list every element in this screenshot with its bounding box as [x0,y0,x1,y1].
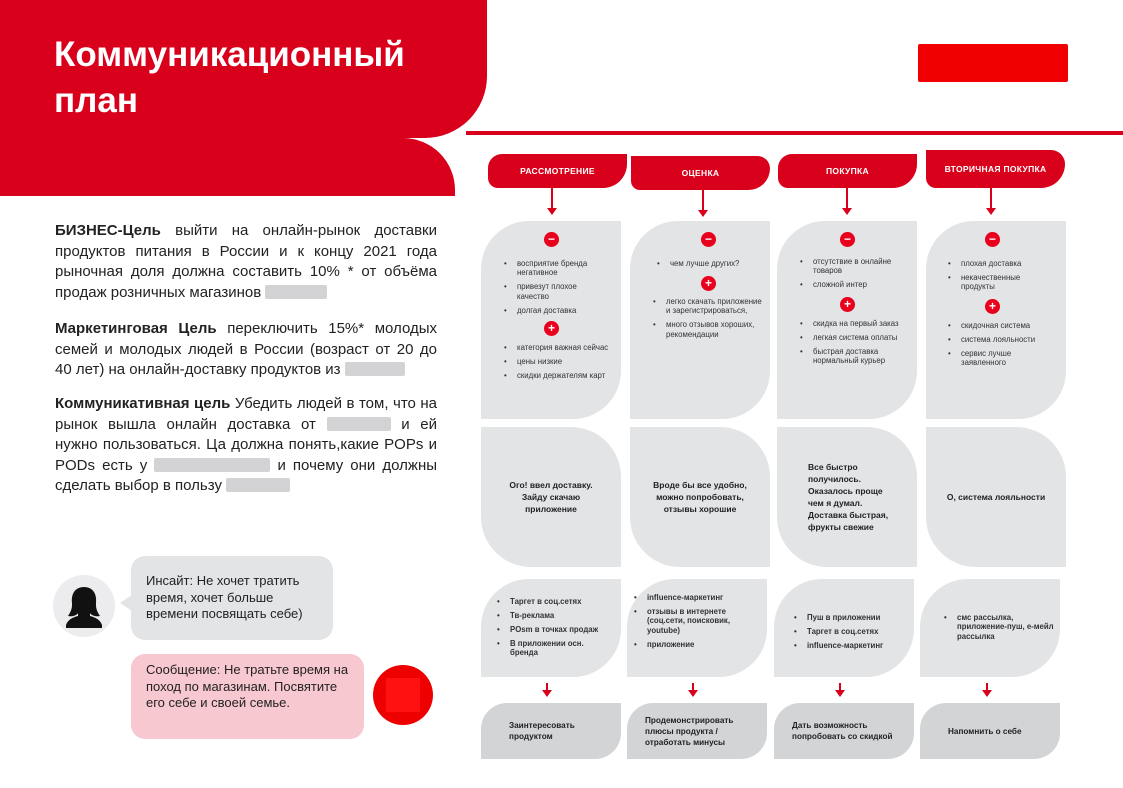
message-icon-square [386,678,420,712]
redacted-brand [345,362,405,376]
stage-header-consideration: РАССМОТРЕНИЕ [488,154,627,188]
list-item: • легко скачать приложение и зарегистрироваться, [653,297,763,316]
list-item: • В приложении осн. бренда [497,639,611,658]
stage-2-goal-card [627,703,767,759]
list-item: • восприятие бренда негативное [504,259,610,278]
stage-4-goal-card [920,703,1060,759]
marketing-goal [55,319,437,381]
arrow-down-icon [839,683,841,695]
avatar [53,575,115,637]
list-item: • сервис лучше заявленного [948,349,1056,368]
list-item: • Таргет в соц.сетях [794,627,910,636]
stage-header-purchase: ПОКУПКА [778,154,917,188]
list-item: • отсутствие в онлайне товаров [800,257,910,276]
stage-1-barriers-card [481,221,621,419]
stage-4-thought: О, система лояльности [946,492,1046,502]
stage-1-pros [504,343,610,385]
stage-2-pros [653,297,763,344]
list-item: • скидки держателям карт [504,371,610,380]
insight-bubble [131,556,333,640]
stage-4-pros [948,321,1056,372]
list-item: • привезут плохое качество [504,282,610,301]
stage-2-thought: Вроде бы все удобно, можно попробовать, отзывы хорошие [653,480,747,514]
stage-1-cons [504,259,610,320]
stage-2-channels [634,593,760,654]
stage-4-channels-card [920,579,1060,677]
top-divider [466,131,1123,135]
list-item: • скидочная система [948,321,1056,330]
stage-3-thought: Все быстро получилось. Оказалось проще чем я думал. Доставка быстрая, фрукты свежие [808,462,889,532]
stage-3-cons [800,257,910,294]
stage-3-barriers-card [777,221,917,419]
insight-text: Инсайт: Не хочет тратить время, хочет больше времени посвящать себе) [146,573,303,621]
message-text: Сообщение: Не тратьте время на поход по магазинам. Посвятите его себе и своей семье. [146,662,349,710]
list-item: • приложение [634,640,760,649]
business-goal [55,221,437,303]
communication-goal-text-1: Убедить людей в том, что на рынок вышла онлайн доставка от [55,395,437,433]
stage-3-channels-card [774,579,914,677]
communication-goal-text-2: и ей нужно пользоваться. Ца должна понять,какие POPs и PODs есть у [55,415,437,474]
stage-3-thought-card [777,427,917,567]
communication-goal [55,394,437,497]
plus-circle-icon: + [840,297,855,312]
list-item: • сложной интер [800,280,910,289]
plus-circle-icon: + [985,299,1000,314]
minus-circle-icon: − [985,232,1000,247]
stage-4-goal: Напомнить о себе [948,726,1022,736]
stage-2-barriers-card [630,221,770,419]
plus-circle-icon: + [544,321,559,336]
list-item: • плохая доставка [948,259,1056,268]
business-goal-text: выйти на онлайн-рынок доставки продуктов питания в России и к концу 2021 года рыночная доля должна составить 10% * от объёма продаж розничных магазинов [55,222,438,301]
stage-3-goal: Дать возможность попробовать со скидкой [792,721,893,741]
logo-placeholder [918,44,1068,82]
list-item: • некачественные продукты [948,273,1056,292]
marketing-goal-text: переключить 15%* молодых семей и молодых людей в России (возраст от 20 до 40 лет) на онлайн-доставку продуктов из [55,320,437,378]
redacted-brand [226,478,290,492]
list-item: • скидка на первый заказ [800,319,910,328]
stage-4-channels [944,613,1056,646]
stage-1-thought: Ого! ввел доставку. Зайду скачаю приложение [509,480,593,514]
arrow-down-icon [692,683,694,695]
stage-2-channels-card [627,579,767,677]
plus-circle-icon: + [701,276,716,291]
stage-header-evaluation: ОЦЕНКА [631,156,770,190]
list-item: • Тв-реклама [497,611,611,620]
stage-3-goal-card [774,703,914,759]
stage-2-thought-card [630,427,770,567]
page-title: Коммуникационный план [54,35,405,120]
arrow-down-icon [986,683,988,695]
list-item: • много отзывов хороших, рекомендации [653,320,763,339]
list-item: • POsm в точках продаж [497,625,611,634]
redacted-brand [327,417,391,431]
communication-goal-label: Коммуникативная цель [55,395,231,412]
stage-4-barriers-card [926,221,1066,419]
communication-goal-text-3: и почему они должны сделать выбор в пользу [55,456,438,494]
list-item: • система лояльности [948,335,1056,344]
list-item: • Таргет в соц.сетях [497,597,611,606]
redacted-brand [265,285,327,299]
stage-1-goal-card [481,703,621,759]
list-item: • influence-маркетинг [634,593,760,602]
list-item: • influence-маркетинг [794,641,910,650]
marketing-goal-label: Маркетинговая Цель [55,320,217,337]
list-item: • долгая доставка [504,306,610,315]
list-item: • Пуш в приложении [794,613,910,622]
stage-3-pros [800,319,910,370]
list-item: • чем лучше других? [657,259,763,268]
arrow-down-icon [546,683,548,695]
stage-1-channels-card [481,579,621,677]
list-item: • смс рассылка, приложение-пуш, е-мейл рассылка [944,613,1056,641]
stage-header-repeat-purchase: ВТОРИЧНАЯ ПОКУПКА [926,150,1065,188]
stage-2-cons [657,259,763,273]
stage-4-thought-card [926,427,1066,567]
message-bubble [131,654,364,739]
minus-circle-icon: − [544,232,559,247]
list-item: • легкая система оплаты [800,333,910,342]
stage-1-thought-card [481,427,621,567]
arrow-down-icon [846,188,848,213]
stage-4-cons [948,259,1056,296]
list-item: • цены низкие [504,357,610,366]
arrow-down-icon [990,188,992,213]
stage-1-goal: Заинтересовать продуктом [509,721,575,741]
header-band-lower [0,138,455,196]
list-item: • категория важная сейчас [504,343,610,352]
redacted-brand [154,458,270,472]
stage-1-channels [497,597,611,662]
minus-circle-icon: − [701,232,716,247]
arrow-down-icon [551,188,553,213]
list-item: • отзывы в интернете (соц.сети, поисковик, youtube) [634,607,760,635]
stage-3-channels [794,613,910,655]
business-goal-label: БИЗНЕС-Цель [55,222,161,239]
user-silhouette-icon [53,575,115,637]
arrow-down-icon [702,190,704,215]
list-item: • быстрая доставка нормальный курьер [800,347,910,366]
minus-circle-icon: − [840,232,855,247]
stage-2-goal: Продемонстрировать плюсы продукта / отработать минусы [645,715,734,747]
